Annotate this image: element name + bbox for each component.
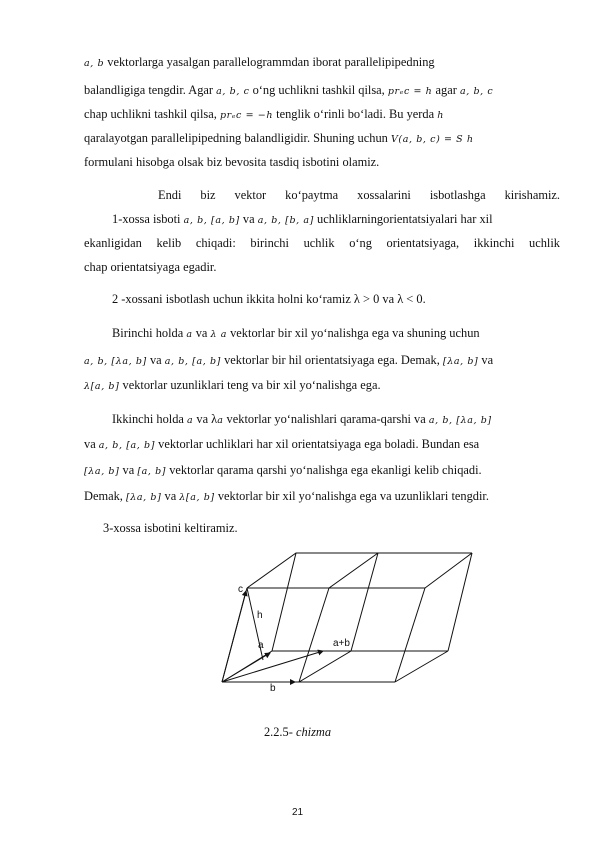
text: va xyxy=(239,212,258,226)
math-expression: V(a, b, c) = S h xyxy=(390,134,474,145)
text: vektorlar bir xil yo‘nalishga ega va shuning uchun xyxy=(227,326,480,340)
text: Ikkinchi holda xyxy=(112,412,188,426)
math-expression: a xyxy=(186,329,193,340)
text-line xyxy=(84,354,560,367)
text: Demak, xyxy=(84,489,126,503)
text: uchliklarningorientatsiyalari har xil xyxy=(313,212,493,226)
text-line: 2 -xossani isbotlash uchun ikkita holni ko‘ramiz λ > 0 va λ < 0. xyxy=(112,292,426,306)
vector-a xyxy=(222,653,270,682)
edge xyxy=(448,553,472,651)
edge xyxy=(272,553,296,651)
text: vektorlar yo‘nalishlari qarama-qarshi va xyxy=(223,412,429,426)
math-expression: a, b, [a, b] xyxy=(98,440,156,451)
text: va xyxy=(478,353,494,367)
label-a: a xyxy=(258,640,264,651)
text: qaralayotgan parallelipipedning balandligidir. Shuning uchun xyxy=(84,131,391,145)
text-line xyxy=(84,438,560,451)
label-a-plus-b: a+b xyxy=(333,638,350,649)
math-expression: [λa, b] xyxy=(84,466,120,477)
text: Birinchi holda xyxy=(112,326,187,340)
text: va xyxy=(84,437,99,451)
text-line xyxy=(84,108,560,121)
math-expression: a, b, [a, b] xyxy=(183,215,240,226)
text: o‘ng uchlikni tashkil qilsa, xyxy=(249,83,388,97)
top-face xyxy=(247,553,378,588)
caption-word: chizma xyxy=(295,725,332,739)
math-expression: [λa, b] xyxy=(442,356,479,367)
math-expression: a, b, c xyxy=(216,86,250,97)
page-number: 21 xyxy=(291,807,304,818)
text-line xyxy=(84,84,560,97)
math-expression: a xyxy=(217,415,224,426)
text: balandligiga tengdir. Agar xyxy=(84,83,217,97)
edge xyxy=(395,651,448,682)
text: agar xyxy=(432,83,460,97)
math-expression: [λa, b] xyxy=(125,492,162,503)
text: vektorlarga yasalgan parallelogrammdan iborat parallelipipedning xyxy=(104,55,435,69)
text: formulani hisobga olsak biz bevosita tasdiq isbotini olamiz. xyxy=(84,155,380,169)
text: tenglik o‘rinli bo‘ladi. Bu yerda xyxy=(273,107,438,121)
edge xyxy=(395,588,425,682)
edge xyxy=(222,588,247,682)
text: vektorlar bir xil yo‘nalishga ega va uzunliklari tengdir. xyxy=(214,489,489,503)
height-line xyxy=(247,588,263,660)
text-line xyxy=(112,413,560,426)
text: va xyxy=(119,463,138,477)
label-c: c xyxy=(238,584,243,595)
label-h: h xyxy=(257,610,263,621)
text: va xyxy=(146,353,165,367)
text: vektorlar uchliklari har xil orientatsiyaga ega boladi. Bundan esa xyxy=(155,437,480,451)
figure-caption xyxy=(0,726,595,738)
text-line xyxy=(84,156,560,168)
math-expression: a, b, [b, a] xyxy=(257,215,314,226)
text-line xyxy=(112,213,560,226)
text-line: 3-xossa isbotini keltiramiz. xyxy=(103,521,238,535)
text-line xyxy=(84,132,560,145)
math-expression: h xyxy=(437,110,444,121)
text: vektorlar qarama qarshi yo‘nalishga ega ekanligi kelib chiqadi. xyxy=(166,463,482,477)
edge xyxy=(351,553,378,651)
text: va xyxy=(161,489,180,503)
text-line: Endi biz vektor ko‘paytma xossalarini isbotlashga kirishamiz. xyxy=(158,188,560,202)
vector-c xyxy=(222,591,246,682)
text: chap uchlikni tashkil qilsa, xyxy=(84,107,220,121)
math-expression: a, b, [λa, b] xyxy=(84,356,147,367)
label-b: b xyxy=(270,683,276,694)
text-line xyxy=(112,327,560,340)
text-line xyxy=(84,464,560,477)
caption-number: 2.2.5- xyxy=(263,725,296,739)
edge xyxy=(299,588,329,682)
math-expression: a, b xyxy=(84,58,105,69)
math-expression: [a, b] xyxy=(137,466,167,477)
math-expression: λ[a, b] xyxy=(179,492,215,503)
math-expression: λ[a, b] xyxy=(84,381,120,392)
math-expression: λ a xyxy=(210,329,228,340)
text-line xyxy=(84,56,560,69)
math-expression: a, b, c xyxy=(459,86,494,97)
text-line xyxy=(84,490,560,503)
bottom-face xyxy=(222,651,351,682)
text: vektorlar bir hil orientatsiyaga ega. Demak, xyxy=(220,353,443,367)
math-expression: prₑc = −h xyxy=(219,110,274,121)
math-expression: prₑc = h xyxy=(387,86,433,97)
text: va λ xyxy=(193,412,218,426)
math-expression: a, b, [a, b] xyxy=(164,356,221,367)
text-line: ekanligidan kelib chiqadi: birinchi uchlik o‘ng orientatsiyaga, ikkinchi uchlik xyxy=(84,236,560,250)
text: vektorlar uzunliklari teng va bir xil yo‘nalishga ega. xyxy=(119,378,381,392)
text: va xyxy=(192,326,211,340)
math-expression: a xyxy=(187,415,194,426)
text-line: chap orientatsiyaga egadir. xyxy=(84,260,217,274)
math-expression: a, b, [λa, b] xyxy=(428,415,492,426)
vector-a-plus-b xyxy=(222,651,323,682)
text-line xyxy=(84,379,560,392)
edge xyxy=(425,553,472,588)
text: 1-xossa isboti xyxy=(112,212,184,226)
